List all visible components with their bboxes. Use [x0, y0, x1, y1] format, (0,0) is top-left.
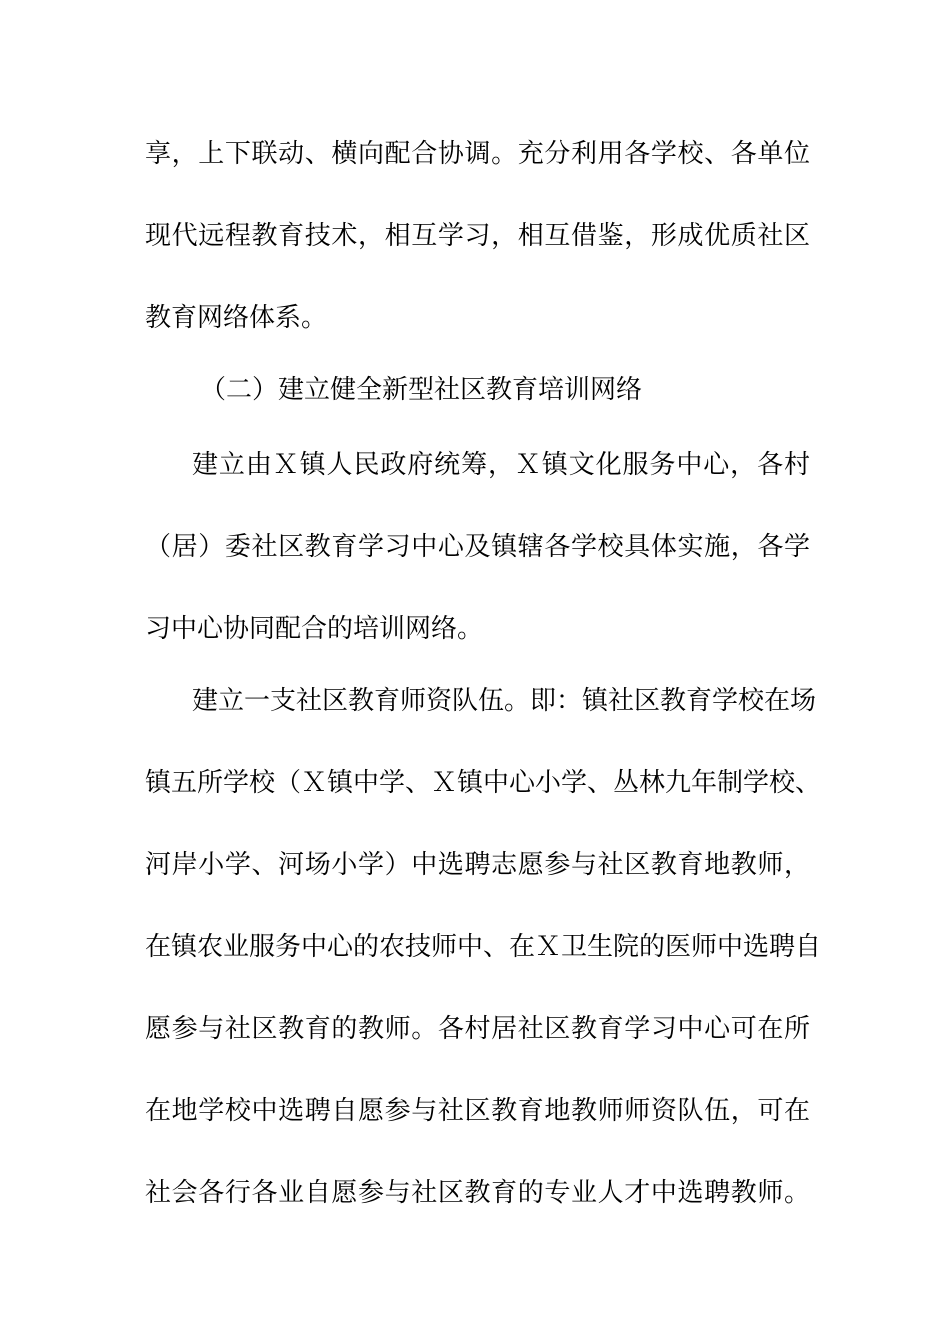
paragraph-line: 在镇农业服务中心的农技师中、在Ｘ卫生院的医师中选聘自: [145, 932, 822, 962]
paragraph-line: （居）委社区教育学习中心及镇辖各学校具体实施，各学: [145, 532, 810, 562]
paragraph-line: 建立一支社区教育师资队伍。即：镇社区教育学校在场: [192, 686, 817, 716]
paragraph-line: 在地学校中选聘自愿参与社区教育地教师师资队伍，可在: [145, 1096, 810, 1126]
paragraph-line: 河岸小学、河场小学）中选聘志愿参与社区教育地教师，: [145, 850, 810, 880]
paragraph-line: 享，上下联动、横向配合协调。充分利用各学校、各单位: [145, 139, 810, 169]
paragraph-line: 建立由Ｘ镇人民政府统筹，Ｘ镇文化服务中心，各村: [192, 450, 810, 480]
paragraph-line: 现代远程教育技术，相互学习，相互借鉴，形成优质社区: [145, 221, 810, 251]
paragraph-line: 愿参与社区教育的教师。各村居社区教育学习中心可在所: [145, 1014, 810, 1044]
paragraph-line: 教育网络体系。: [145, 303, 328, 333]
section-heading: （二）建立健全新型社区教育培训网络: [200, 375, 643, 405]
paragraph-line: 镇五所学校（Ｘ镇中学、Ｘ镇中心小学、丛林九年制学校、: [145, 768, 822, 798]
paragraph-line: 社会各行各业自愿参与社区教育的专业人才中选聘教师。: [145, 1178, 810, 1208]
paragraph-line: 习中心协同配合的培训网络。: [145, 614, 484, 644]
